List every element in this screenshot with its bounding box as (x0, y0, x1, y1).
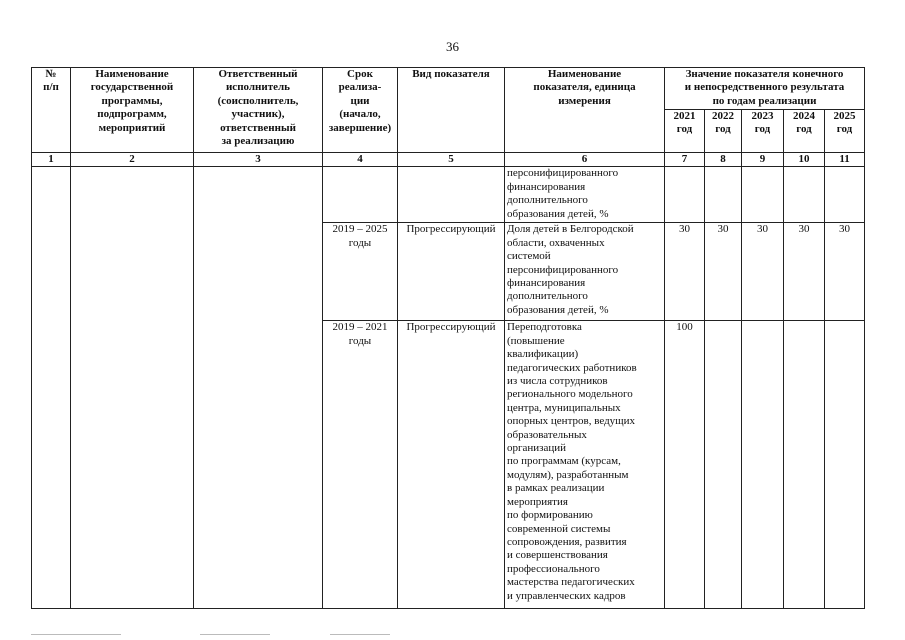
indicator-name-cell: персонифицированного финансирования дополнительного образования детей, % (505, 167, 665, 223)
header-year-2021: 2021 год (665, 110, 705, 153)
indicator-type-cell (398, 167, 505, 223)
header-year-2025: 2025 год (825, 110, 865, 153)
value-2021-cell (665, 167, 705, 223)
column-number: 2 (71, 153, 194, 167)
column-number: 10 (784, 153, 825, 167)
header-program-name: Наименование государственной программы, подпрограмм, мероприятий (71, 68, 194, 153)
value-2022-cell: 30 (705, 223, 742, 321)
column-number: 9 (742, 153, 784, 167)
header-row-1 (32, 68, 865, 110)
header-number: № п/п (32, 68, 71, 153)
indicator-name-cell: Переподготовка (повышение квалификации) педагогических работников из числа сотрудников регионального модельного центра, муниципальных опорных центров, ведущих образовательных организаций по программам (курсам, модулям), разработанным в рамках реализации мероприятия по формированию современной системы сопровождения, развития и совершенствования профессионального мастерства педагогических и управленческих кадров (505, 321, 665, 609)
indicator-type-cell: Прогрессирующий (398, 321, 505, 609)
column-number: 6 (505, 153, 665, 167)
header-year-2023: 2023 год (742, 110, 784, 153)
header-indicator-name: Наименование показателя, единица измерения (505, 68, 665, 153)
program-name-cell (71, 167, 194, 609)
value-2025-cell (825, 167, 865, 223)
column-number: 5 (398, 153, 505, 167)
responsible-cell (194, 167, 323, 609)
column-number: 4 (323, 153, 398, 167)
header-year-2022: 2022 год (705, 110, 742, 153)
value-2022-cell (705, 167, 742, 223)
table-row (32, 167, 865, 223)
value-2022-cell (705, 321, 742, 609)
header-responsible: Ответственный исполнитель (соисполнитель, участник), ответственный за реализацию (194, 68, 323, 153)
value-2021-cell: 100 (665, 321, 705, 609)
column-number: 7 (665, 153, 705, 167)
header-indicator-type: Вид показателя (398, 68, 505, 153)
program-cell (32, 167, 71, 609)
page-number: 36 (446, 39, 459, 54)
period-cell: 2019 – 2025 годы (323, 223, 398, 321)
indicator-name-cell: Доля детей в Белгородской области, охваченных системой персонифицированного финансирования дополнительного образования детей, % (505, 223, 665, 321)
value-2023-cell: 30 (742, 223, 784, 321)
period-cell (323, 167, 398, 223)
value-2024-cell: 30 (784, 223, 825, 321)
column-number: 8 (705, 153, 742, 167)
header-year-2024: 2024 год (784, 110, 825, 153)
value-2024-cell (784, 321, 825, 609)
value-2023-cell (742, 167, 784, 223)
indicators-table (31, 67, 865, 609)
period-cell: 2019 – 2021 годы (323, 321, 398, 609)
header-values-group: Значение показателя конечного и непосредственного результата по годам реализации (665, 68, 865, 110)
column-number: 3 (194, 153, 323, 167)
value-2023-cell (742, 321, 784, 609)
value-2025-cell: 30 (825, 223, 865, 321)
header-period: Срок реализа- ции (начало, завершение) (323, 68, 398, 153)
column-numbers-row (32, 153, 865, 167)
column-number: 1 (32, 153, 71, 167)
indicator-type-cell: Прогрессирующий (398, 223, 505, 321)
value-2025-cell (825, 321, 865, 609)
column-number: 11 (825, 153, 865, 167)
value-2021-cell: 30 (665, 223, 705, 321)
value-2024-cell (784, 167, 825, 223)
